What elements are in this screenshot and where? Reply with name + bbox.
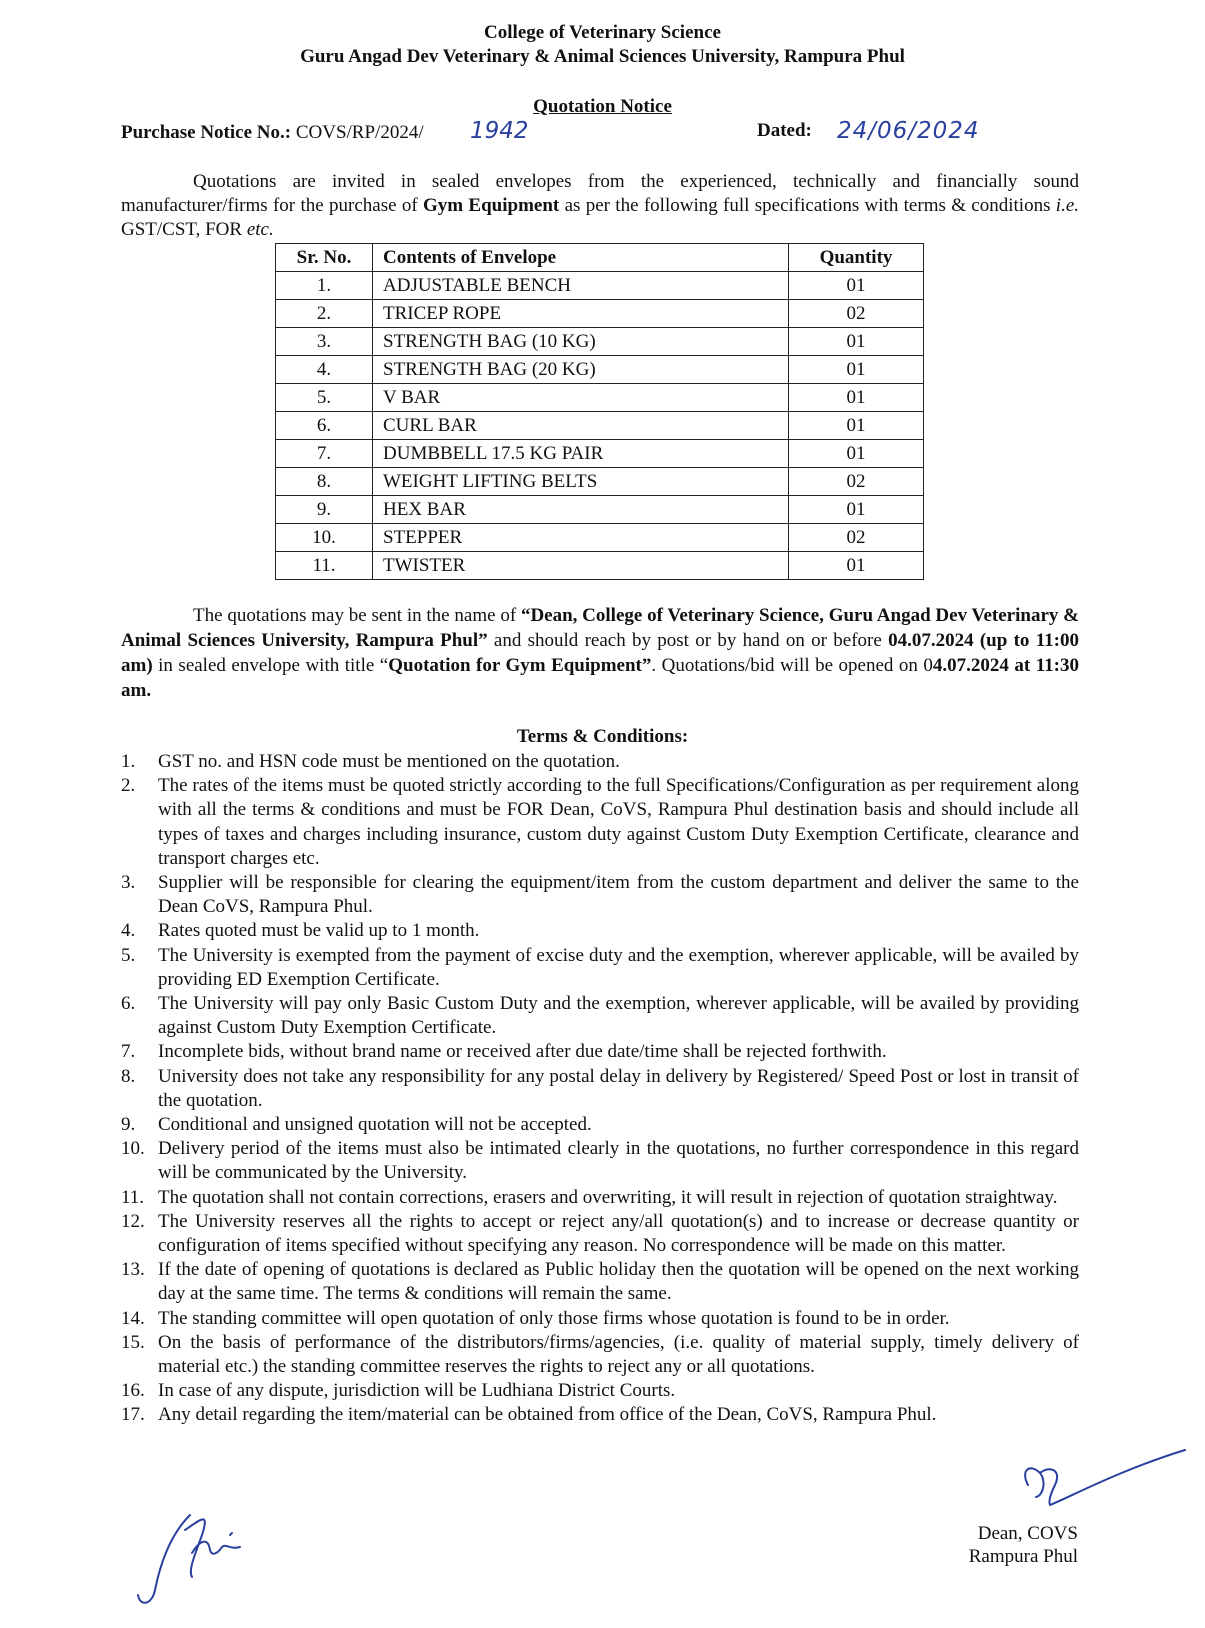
cell-qty: 02 <box>789 300 924 328</box>
cell-qty: 01 <box>789 496 924 524</box>
signature-left-icon <box>130 1495 290 1615</box>
terms-list <box>121 750 1079 1428</box>
term-text: Incomplete bids, without brand name or received after due date/time shall be rejected forthwith. <box>158 1041 887 1063</box>
cell-sr: 11. <box>276 552 373 580</box>
notice-title <box>0 96 1205 118</box>
dated-label: Dated: <box>757 120 812 141</box>
purchase-notice-prefix: COVS/RP/2024/ <box>295 122 424 143</box>
cell-sr: 1. <box>276 272 373 300</box>
table-row <box>276 552 924 580</box>
cell-qty: 01 <box>789 552 924 580</box>
cell-sr: 9. <box>276 496 373 524</box>
term-number: 17. <box>121 1404 145 1426</box>
purchase-notice-label: Purchase Notice No.: <box>121 122 292 143</box>
cell-qty: 02 <box>789 468 924 496</box>
list-item <box>121 1040 1079 1064</box>
cell-item: CURL BAR <box>373 412 789 440</box>
cell-sr: 4. <box>276 356 373 384</box>
intro-paragraph <box>121 170 1079 242</box>
submission-paragraph <box>121 603 1079 703</box>
table-header-row <box>276 244 924 272</box>
table-row <box>276 412 924 440</box>
term-text: GST no. and HSN code must be mentioned on the quotation. <box>158 751 620 772</box>
list-item <box>121 1137 1079 1185</box>
table-row <box>276 272 924 300</box>
term-text: Delivery period of the items must also be intimated clearly in the quotations, no further correspondence in this regard will be communicated by the University. <box>158 1138 1079 1184</box>
term-number: 2. <box>121 775 136 797</box>
term-number: 16. <box>121 1380 145 1402</box>
list-item <box>121 871 1079 919</box>
cell-qty: 01 <box>789 384 924 412</box>
cell-qty: 01 <box>789 272 924 300</box>
cell-sr: 8. <box>276 468 373 496</box>
term-text: Any detail regarding the item/material can be obtained from office of the Dean, CoVS, Rampura Phul. <box>158 1404 937 1426</box>
cell-item: TWISTER <box>373 552 789 580</box>
term-number: 1. <box>121 751 136 772</box>
send-text-3: in sealed envelope with title “ <box>152 655 389 676</box>
header-quantity: Quantity <box>789 244 924 272</box>
list-item <box>121 774 1079 871</box>
table-row <box>276 300 924 328</box>
cell-item: TRICEP ROPE <box>373 300 789 328</box>
cell-sr: 3. <box>276 328 373 356</box>
table-row <box>276 356 924 384</box>
list-item <box>121 1065 1079 1113</box>
signatory-place: Rampura Phul <box>968 1546 1078 1567</box>
intro-text-2: as per the following full specifications with terms & conditions <box>559 195 1056 216</box>
send-text-4: . Quotations/bid will be opened on 0 <box>651 655 933 676</box>
header-sr-no: Sr. No. <box>276 244 373 272</box>
cell-item: STRENGTH BAG (10 KG) <box>373 328 789 356</box>
term-number: 3. <box>121 872 136 894</box>
list-item <box>121 919 1079 943</box>
term-number: 10. <box>121 1138 145 1160</box>
term-number: 8. <box>121 1065 136 1087</box>
list-item <box>121 1307 1079 1331</box>
intro-text-3: GST/CST, FOR <box>121 219 247 240</box>
cell-item: WEIGHT LIFTING BELTS <box>373 468 789 496</box>
intro-ie: i.e. <box>1055 195 1080 216</box>
list-item <box>121 992 1079 1040</box>
cell-qty: 01 <box>789 440 924 468</box>
term-number: 11. <box>121 1186 145 1208</box>
cell-item: STRENGTH BAG (20 KG) <box>373 356 789 384</box>
college-name: College of Veterinary Science <box>484 22 721 43</box>
term-text: In case of any dispute, jurisdiction will be Ludhiana District Courts. <box>158 1380 676 1402</box>
list-item <box>121 944 1079 992</box>
send-text-1: The quotations may be sent in the name of <box>193 605 521 626</box>
table-row <box>276 524 924 552</box>
purchase-notice-number <box>121 122 424 144</box>
cell-sr: 6. <box>276 412 373 440</box>
intro-etc: etc. <box>246 219 274 240</box>
term-text: Rates quoted must be valid up to 1 month. <box>158 920 480 942</box>
term-number: 7. <box>121 1041 136 1063</box>
term-text: The University reserves all the rights to accept or reject any/all quotation(s) and to increase or decrease quantity or configuration of items specified without specifying any reason. No correspondence will be made on this matter. <box>158 1210 1079 1257</box>
table-row <box>276 328 924 356</box>
table-row <box>276 440 924 468</box>
term-text: The quotation shall not contain corrections, erasers and overwriting, it will result in rejection of quotation straightway. <box>158 1186 1058 1208</box>
cell-item: STEPPER <box>373 524 789 552</box>
cell-qty: 02 <box>789 524 924 552</box>
term-text: The standing committee will open quotation of only those firms whose quotation is found to be in order. <box>158 1307 950 1329</box>
term-number: 9. <box>121 1114 136 1136</box>
cell-sr: 7. <box>276 440 373 468</box>
term-text: If the date of opening of quotations is declared as Public holiday then the quotation will be opened on the next working day at the same time. The terms & conditions will remain the same. <box>158 1259 1079 1305</box>
intro-bold: Gym Equipment <box>423 195 560 216</box>
notice-title-text: Quotation Notice <box>533 96 672 117</box>
cell-qty: 01 <box>789 328 924 356</box>
term-number: 13. <box>121 1259 145 1281</box>
signatory-title: Dean, COVS <box>977 1523 1078 1544</box>
list-item <box>121 1331 1079 1379</box>
term-number: 14. <box>121 1307 145 1329</box>
term-text: University does not take any responsibility for any postal delay in delivery by Registered/ Speed Post or lost in transit of the quotation. <box>158 1065 1079 1111</box>
send-text-2: and should reach by post or by hand on or before <box>487 630 889 651</box>
terms-title: Terms & Conditions: <box>516 726 689 747</box>
send-bold-1: “Dean, College of Veterinary Science, Guru Angad Dev Veterinary & Animal Sciences University, Rampura Phul” <box>121 605 1079 651</box>
table-row <box>276 468 924 496</box>
header-contents: Contents of Envelope <box>373 244 789 272</box>
list-item <box>121 1258 1079 1306</box>
term-text: The rates of the items must be quoted strictly according to the full Specifications/Configuration as per requirement along with all the terms & conditions and must be FOR Dean, CoVS, Rampura Phul destination basis and should include all types of taxes and charges including insurance, custom duty against Custom Duty Exemption Certificate, clearance and transport charges etc. <box>158 775 1079 869</box>
handwritten-date: 24/06/2024 <box>837 118 980 144</box>
cell-item: V BAR <box>373 384 789 412</box>
cell-qty: 01 <box>789 412 924 440</box>
send-bold-2: 04.07.2024 (up to 11:00 am) <box>121 630 1079 676</box>
cell-item: DUMBBELL 17.5 KG PAIR <box>373 440 789 468</box>
term-number: 15. <box>121 1331 145 1353</box>
list-item <box>121 1186 1079 1210</box>
term-text: Supplier will be responsible for clearing the equipment/item from the custom department and deliver the same to the Dean CoVS, Rampura Phul. <box>158 872 1079 918</box>
handwritten-notice-number: 1942 <box>470 118 529 144</box>
list-item <box>121 1403 1079 1427</box>
send-bold-4: 4.07.2024 at 11:30 am. <box>121 655 1079 701</box>
term-number: 6. <box>121 993 136 1015</box>
send-bold-3: Quotation for Gym Equipment” <box>388 655 652 676</box>
table-row <box>276 496 924 524</box>
cell-item: HEX BAR <box>373 496 789 524</box>
table-row <box>276 384 924 412</box>
list-item <box>121 1379 1079 1403</box>
term-text: The University is exempted from the payment of excise duty and the exemption, wherever applicable, will be availed by providing ED Exemption Certificate. <box>158 944 1079 990</box>
cell-qty: 01 <box>789 356 924 384</box>
term-number: 5. <box>121 944 136 966</box>
term-number: 4. <box>121 920 136 942</box>
term-text: On the basis of performance of the distributors/firms/agencies, (i.e. quality of material supply, timely delivery of material etc.) the standing committee reserves the rights to reject any or all quotations. <box>158 1331 1079 1378</box>
items-table <box>275 243 924 580</box>
cell-item: ADJUSTABLE BENCH <box>373 272 789 300</box>
list-item <box>121 750 1079 774</box>
cell-sr: 10. <box>276 524 373 552</box>
list-item <box>121 1210 1079 1258</box>
university-name: Guru Angad Dev Veterinary & Animal Sciences University, Rampura Phul <box>300 46 905 67</box>
cell-sr: 5. <box>276 384 373 412</box>
term-number: 12. <box>121 1210 145 1232</box>
term-text: The University will pay only Basic Custom Duty and the exemption, wherever applicable, will be availed by providing against Custom Duty Exemption Certificate. <box>158 993 1079 1039</box>
intro-text-1: Quotations are invited in sealed envelopes from the experienced, technically and financially sound manufacturer/firms for the purchase of <box>121 171 1079 216</box>
term-text: Conditional and unsigned quotation will not be accepted. <box>158 1114 592 1136</box>
cell-sr: 2. <box>276 300 373 328</box>
list-item <box>121 1113 1079 1137</box>
